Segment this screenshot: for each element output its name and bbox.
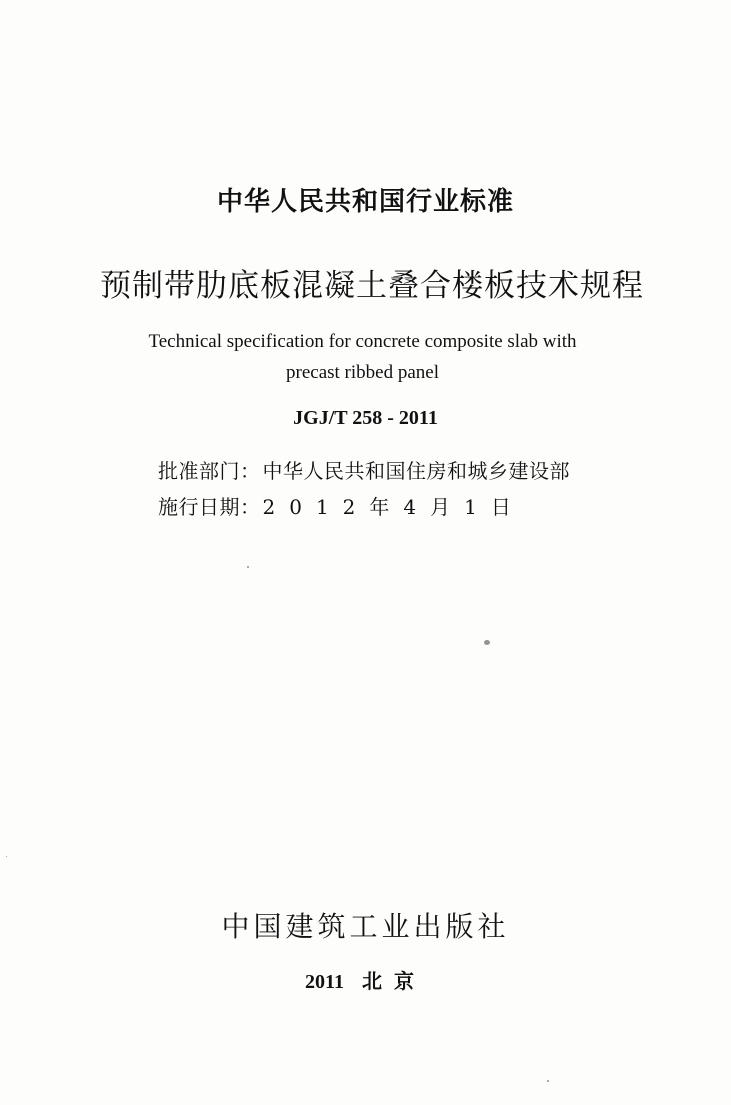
english-title-line-2: precast ribbed panel — [286, 362, 439, 383]
english-title-line-1: Technical specification for concrete composite slab with — [148, 331, 577, 352]
publication-year: 2011 — [305, 971, 344, 993]
scan-speck — [247, 566, 249, 568]
scan-speck — [6, 856, 7, 857]
approval-value: 中华人民共和国住房和城乡建设部 — [262, 459, 570, 483]
publication-place-year — [0, 965, 731, 994]
scan-speck — [547, 1080, 549, 1082]
standard-code: JGJ/T 258 - 2011 — [293, 407, 438, 429]
effective-date-value: 2012年4月1日 — [262, 495, 525, 519]
publisher-name: 中国建筑工业出版社 — [221, 910, 510, 943]
standard-label: 中华人民共和国行业标准 — [216, 187, 514, 217]
approval-row — [158, 455, 570, 484]
english-title — [105, 326, 620, 388]
scan-speck — [484, 640, 490, 645]
effective-date-row — [158, 491, 525, 520]
approval-label: 批准部门： — [158, 459, 261, 483]
effective-date-label: 施行日期： — [158, 495, 261, 519]
chinese-title: 预制带肋底板混凝土叠合楼板技术规程 — [100, 268, 644, 304]
publication-city: 北京 — [361, 969, 426, 993]
